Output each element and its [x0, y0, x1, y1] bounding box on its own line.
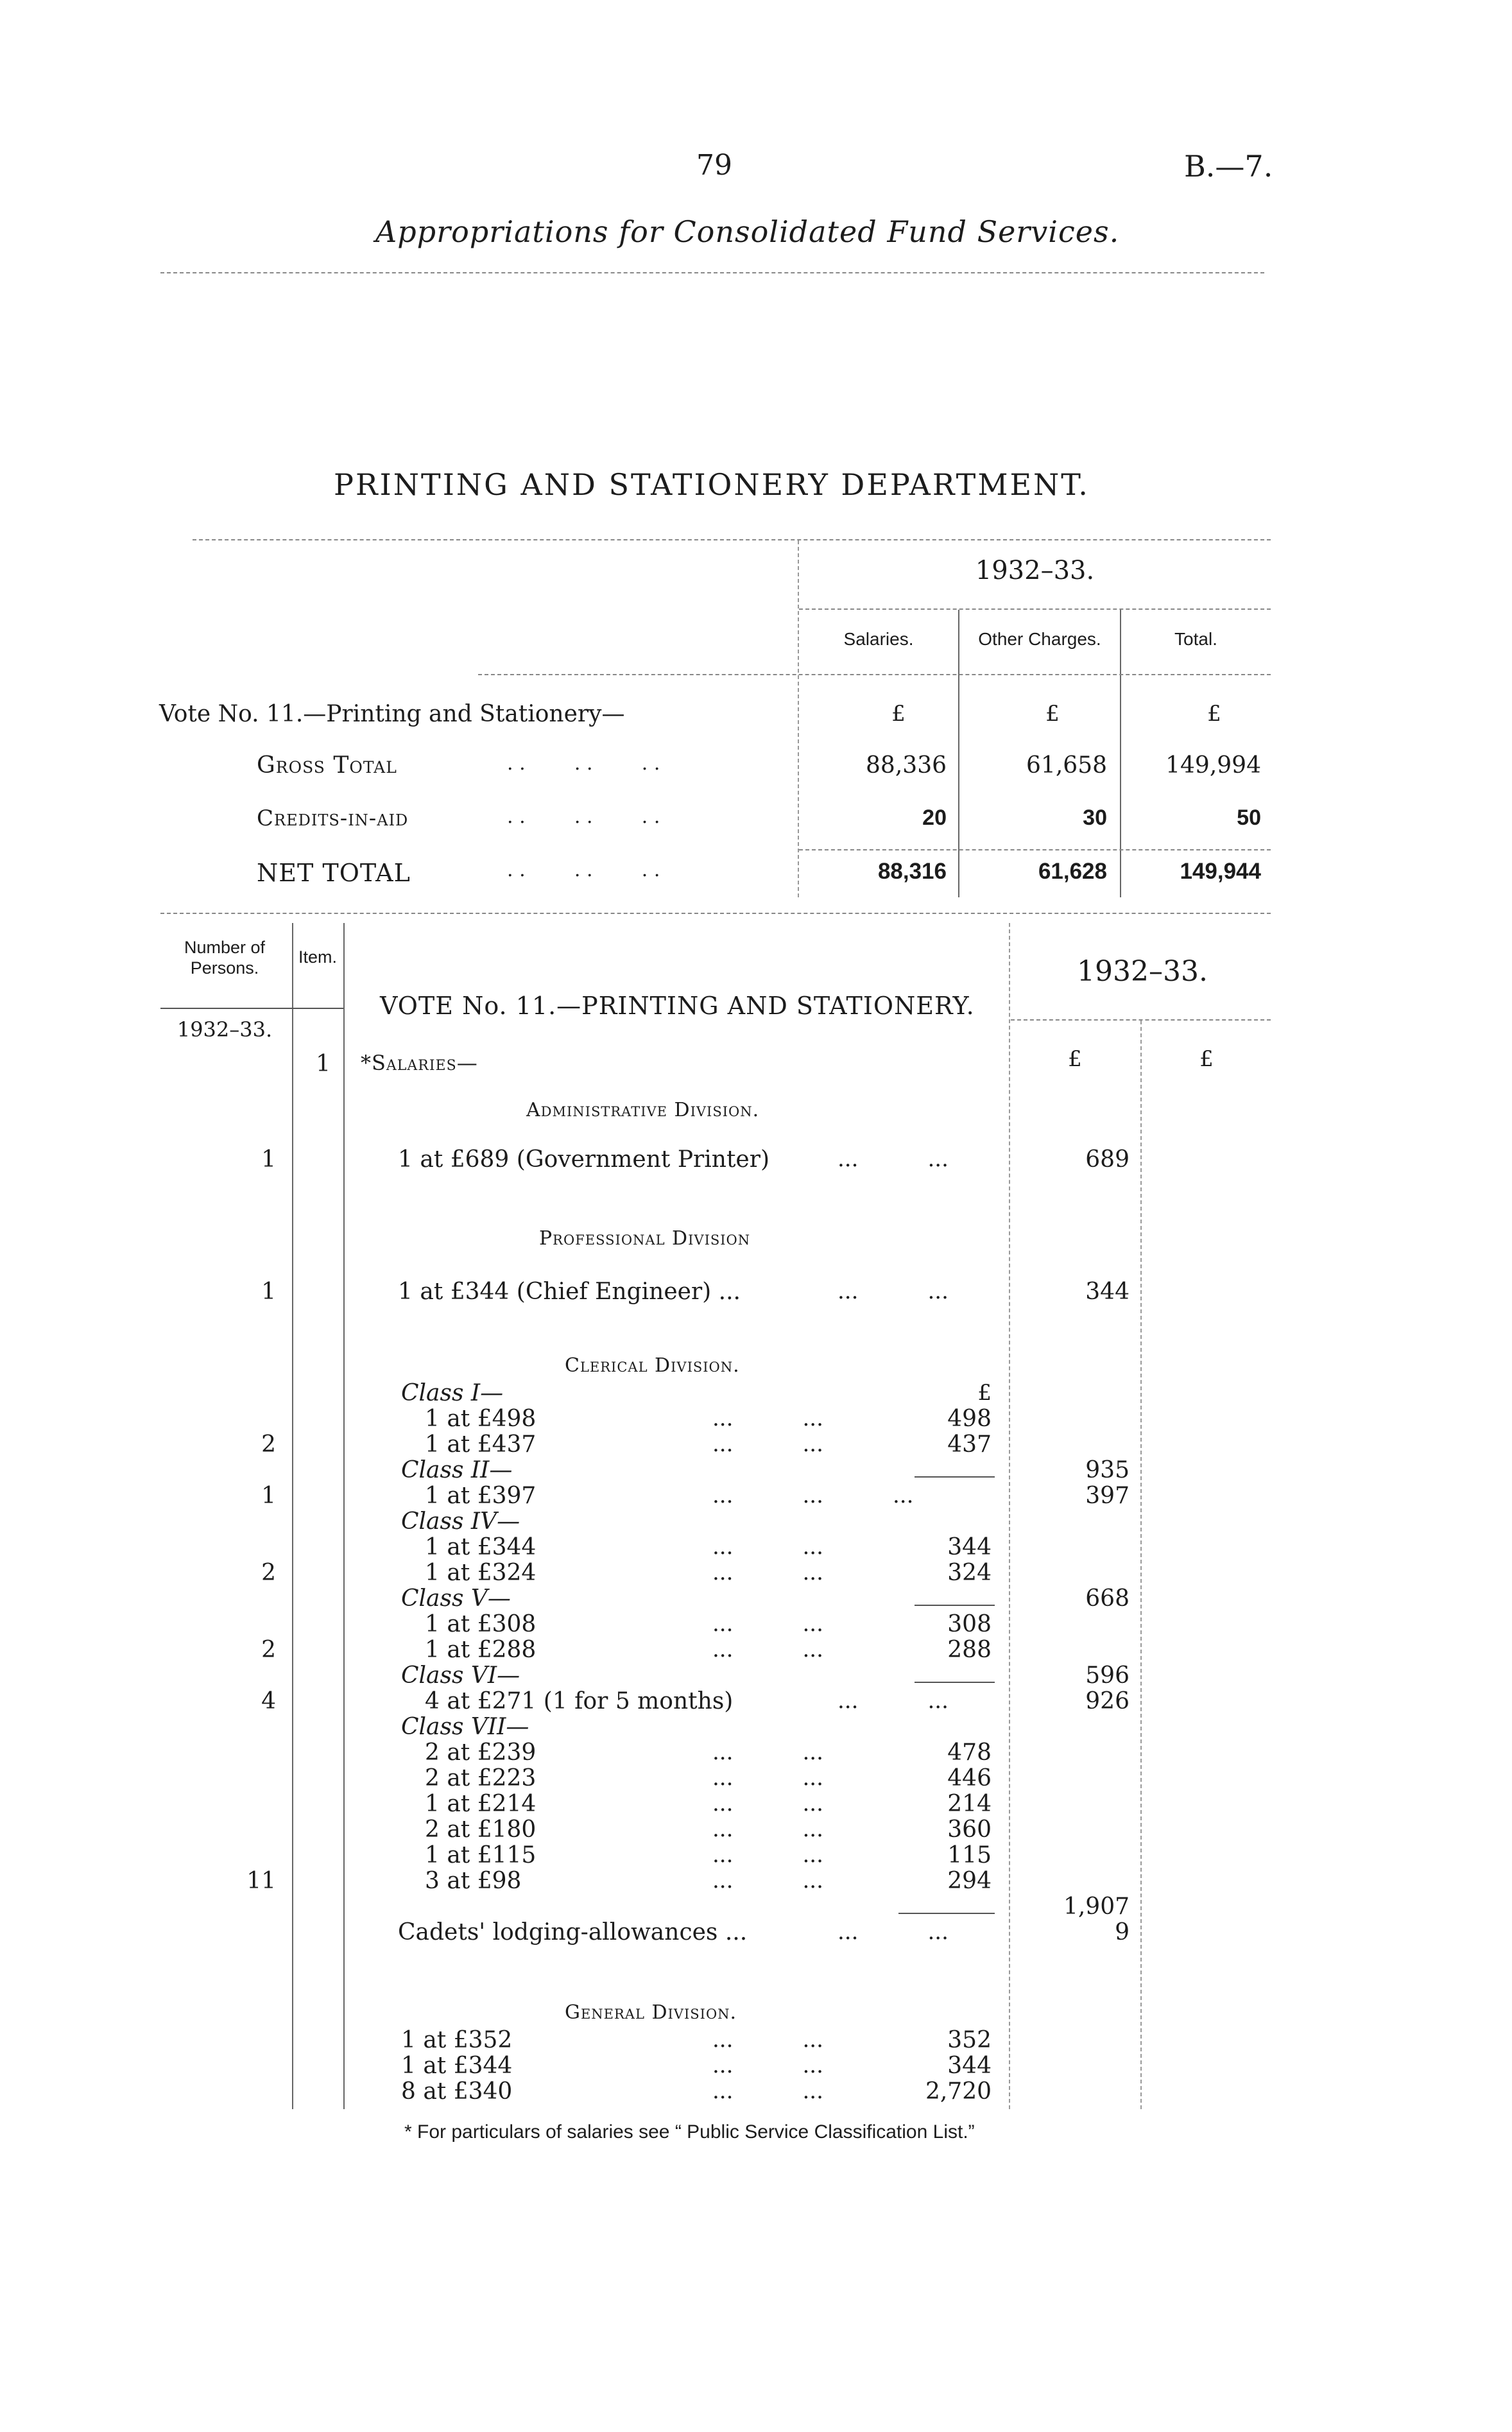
salary-amount: 478: [947, 1739, 992, 1766]
summary-row-label: Gross Total: [257, 752, 397, 779]
salary-line: 1 at £115: [425, 1842, 537, 1868]
salary-line: 1 at £397: [425, 1483, 537, 1509]
detail-col-divider: [1140, 1021, 1142, 2109]
leader-dots: ... ... ...: [712, 1483, 914, 1508]
summary-credits-total: 50: [1237, 806, 1261, 830]
detail-persons-year: 1932–33.: [176, 1017, 273, 1042]
currency-symbol: £: [1207, 701, 1221, 727]
leader-dots: ... ...: [712, 1791, 823, 1816]
persons-header-rule: [160, 1008, 343, 1009]
detail-col-divider: [292, 923, 293, 2109]
leader-dots: ... ...: [712, 1739, 823, 1765]
footnote: * For particulars of salaries see “ Public Service Classification List.”: [404, 2121, 975, 2143]
salary-line: 1 at £344 (Chief Engineer) ...: [398, 1279, 741, 1305]
class-heading: Class IV—: [401, 1508, 520, 1535]
salary-line: 1 at £288: [425, 1637, 537, 1663]
detail-year-rule: [1011, 1019, 1271, 1021]
persons-count: 1: [261, 1483, 276, 1509]
document-reference: B.—7.: [1184, 149, 1273, 184]
summary-top-rule: [193, 539, 1271, 540]
detail-col-divider: [343, 923, 345, 2109]
leader-dots: ... ...: [712, 1611, 823, 1637]
persons-count: 2: [261, 1431, 276, 1458]
salary-amount: 344: [947, 2053, 992, 2079]
general-division-heading: General Division.: [565, 2001, 737, 2024]
salary-amount: 294: [947, 1868, 992, 1894]
summary-net-other: 61,628: [1038, 859, 1107, 884]
currency-symbol: £: [977, 1380, 992, 1406]
running-title: Appropriations for Consolidated Fund Services.: [375, 214, 1120, 249]
summary-col-other: Other Charges.: [978, 629, 1101, 649]
salary-line: 2 at £239: [425, 1739, 537, 1766]
salary-line: 1 at £308: [425, 1611, 537, 1637]
leader-dots: ... ...: [712, 1406, 823, 1431]
leader-dots: ... ...: [712, 1560, 823, 1585]
leader-dots: ... ...: [838, 1688, 949, 1714]
salary-amount: 115: [947, 1842, 992, 1868]
class-total: 596: [1085, 1662, 1130, 1689]
professional-division-heading: Professional Division: [539, 1227, 751, 1250]
salary-amount: 397: [1085, 1483, 1130, 1509]
leader-dots: ... ...: [712, 1842, 823, 1868]
currency-symbol: £: [1045, 701, 1060, 727]
salary-amount: 437: [947, 1431, 992, 1458]
salary-amount: 360: [947, 1816, 992, 1843]
detail-col-item: Item.: [298, 947, 337, 967]
class-heading: Class V—: [401, 1585, 511, 1612]
summary-net-total: 149,944: [1180, 859, 1261, 884]
persons-count: 11: [246, 1868, 276, 1894]
salary-amount: 498: [947, 1406, 992, 1432]
salary-line: 1 at £437: [425, 1431, 537, 1458]
salary-line: 2 at £180: [425, 1816, 537, 1843]
salary-amount: 288: [947, 1637, 992, 1663]
class-total: 935: [1085, 1457, 1130, 1483]
detail-col-persons: Number of Persons.: [184, 938, 266, 978]
salary-line: 1 at £352: [401, 2027, 513, 2053]
salary-line: Cadets' lodging-allowances ...: [398, 1919, 748, 1945]
class-heading: Class VII—: [401, 1714, 529, 1740]
page-number: 79: [696, 149, 732, 182]
summary-credits-salaries: 20: [922, 806, 947, 830]
summary-credits-rule: [799, 849, 1271, 850]
salaries-heading: *Salaries—: [361, 1051, 478, 1075]
detail-year: 1932–33.: [1077, 955, 1208, 988]
salary-amount: 689: [1085, 1146, 1130, 1173]
header-rule: [160, 272, 1264, 273]
leader-dots: ... ...: [838, 1146, 949, 1172]
salary-line: 1 at £689 (Government Printer): [398, 1146, 769, 1173]
persons-count: 1: [261, 1146, 276, 1173]
class-heading: Class VI—: [401, 1662, 520, 1689]
salary-line: 1 at £344: [401, 2053, 513, 2079]
class-heading: Class I—: [401, 1380, 504, 1406]
leader-dots: ... ...: [712, 1534, 823, 1560]
persons-count: 2: [261, 1560, 276, 1586]
summary-year: 1932–33.: [975, 556, 1095, 585]
currency-symbol: £: [891, 701, 906, 727]
summary-col-divider: [1120, 610, 1121, 897]
salary-amount: 308: [947, 1611, 992, 1637]
currency-symbol: £: [1068, 1046, 1082, 1072]
salary-amount: 446: [947, 1765, 992, 1791]
summary-row-label: NET TOTAL: [257, 859, 411, 887]
leader-dots: ... ...: [838, 1279, 949, 1304]
subtotal-rule: [915, 1605, 995, 1606]
leader-dots: ... ...: [712, 1868, 823, 1893]
salary-line: 1 at £498: [425, 1406, 537, 1432]
salary-line: 2 at £223: [425, 1765, 537, 1791]
summary-col-divider: [958, 610, 959, 897]
salary-amount: 926: [1085, 1688, 1130, 1714]
summary-gross-salaries: 88,336: [866, 752, 947, 779]
summary-header-rule: [478, 674, 1271, 675]
summary-row-dots: . . . . . .: [507, 752, 660, 775]
salary-amount: 344: [947, 1534, 992, 1560]
salary-amount: 344: [1085, 1279, 1130, 1305]
summary-gross-other: 61,658: [1026, 752, 1107, 779]
persons-count: 4: [261, 1688, 276, 1714]
leader-dots: ... ...: [712, 2078, 823, 2104]
salary-line: 3 at £98: [425, 1868, 522, 1894]
salary-line: 4 at £271 (1 for 5 months): [425, 1688, 734, 1714]
leader-dots: ... ...: [712, 1431, 823, 1457]
vote-title: VOTE No. 11.—PRINTING AND STATIONERY.: [380, 992, 975, 1020]
salary-line: 1 at £214: [425, 1791, 537, 1817]
summary-net-salaries: 88,316: [877, 859, 947, 884]
persons-count: 2: [261, 1637, 276, 1663]
summary-col-total: Total.: [1174, 629, 1217, 649]
salary-line: 1 at £344: [425, 1534, 537, 1560]
item-number: 1: [316, 1051, 331, 1077]
persons-count: 1: [261, 1279, 276, 1305]
summary-credits-other: 30: [1083, 806, 1107, 830]
class-total: 668: [1085, 1585, 1130, 1612]
leader-dots: ... ...: [712, 1816, 823, 1842]
class-total: 1,907: [1063, 1893, 1130, 1920]
currency-symbol: £: [1199, 1046, 1214, 1072]
summary-row-dots: . . . . . .: [507, 806, 660, 828]
summary-col-salaries: Salaries.: [843, 629, 914, 649]
summary-gross-total: 149,994: [1165, 752, 1261, 779]
class-heading: Class II—: [401, 1457, 513, 1483]
leader-dots: ... ...: [712, 2053, 823, 2078]
leader-dots: ... ...: [838, 1919, 949, 1945]
summary-row-dots: . . . . . .: [507, 859, 660, 881]
subtotal-rule: [915, 1476, 995, 1478]
leader-dots: ... ...: [712, 2027, 823, 2053]
salary-amount: 214: [947, 1791, 992, 1817]
salary-amount: 2,720: [925, 2078, 992, 2105]
subtotal-rule: [915, 1682, 995, 1683]
salary-amount: 352: [947, 2027, 992, 2053]
salary-line: 8 at £340: [401, 2078, 513, 2105]
summary-vote-label: Vote No. 11.—Printing and Stationery—: [159, 701, 625, 727]
summary-year-rule: [799, 608, 1271, 610]
admin-division-heading: Administrative Division.: [526, 1099, 760, 1121]
salary-amount: 9: [1115, 1919, 1130, 1945]
salary-amount: 324: [947, 1560, 992, 1586]
subtotal-rule: [898, 1913, 995, 1914]
salary-line: 1 at £324: [425, 1560, 537, 1586]
leader-dots: ... ...: [712, 1637, 823, 1662]
clerical-division-heading: Clerical Division.: [565, 1354, 740, 1377]
department-title: PRINTING AND STATIONERY DEPARTMENT.: [334, 467, 1090, 502]
summary-row-label: Credits-in-aid: [257, 806, 409, 831]
leader-dots: ... ...: [712, 1765, 823, 1791]
summary-bottom-rule: [160, 913, 1271, 914]
